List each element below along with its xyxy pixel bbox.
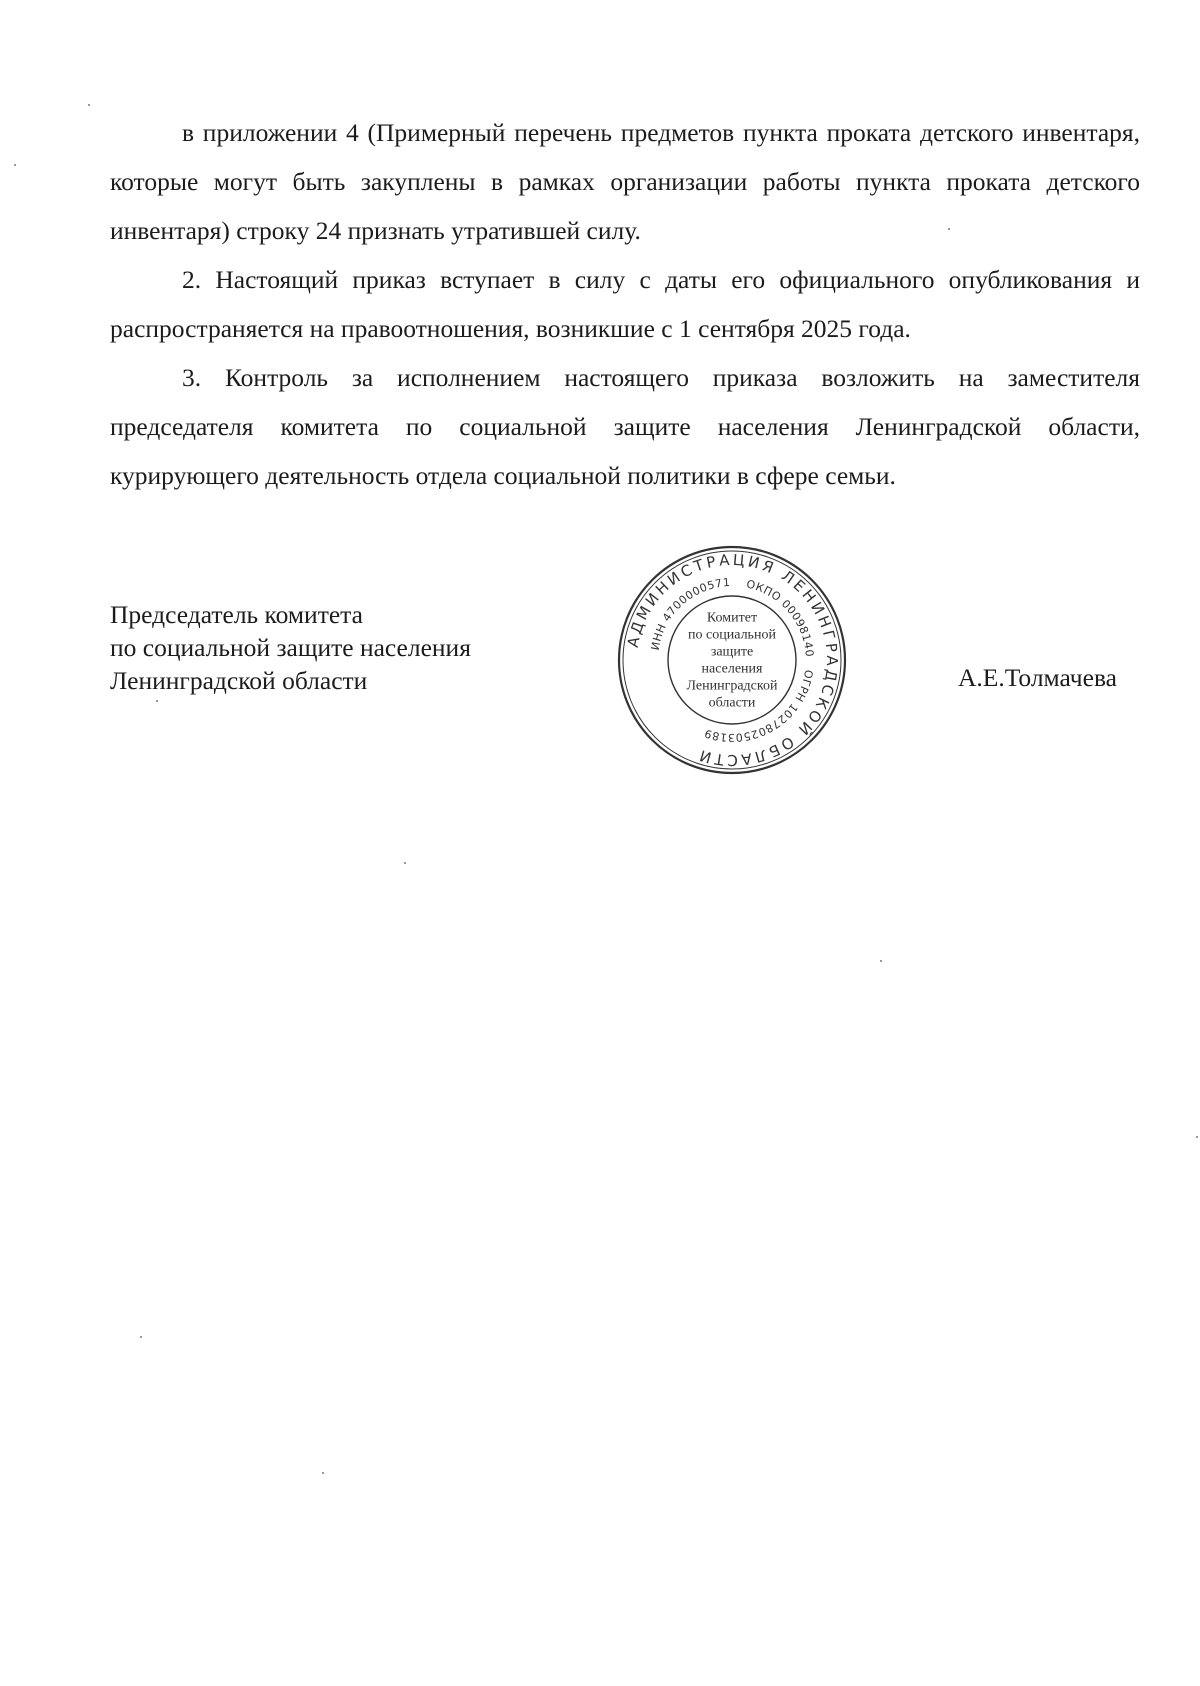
svg-text:по социальной: по социальной [688,627,776,643]
svg-text:защите: защите [710,644,754,660]
scan-speck [322,1472,324,1474]
scan-speck [156,700,158,702]
signatory-position-line: по социальной защите населения [110,633,471,662]
svg-text:ИНН 4700000571: ИНН 4700000571 [648,575,731,652]
svg-text:населения: населения [701,661,763,677]
paragraph-control: 3. Контроль за исполнением настоящего приказа возложить на заместителя председателя комитета по социальной защите населения Ленинградской области, курирующего деятельность отдела социальной политики в сфере семьи. [110,363,1140,490]
scan-speck [880,960,882,962]
svg-text:Ленинградской: Ленинградской [686,678,778,694]
svg-text:Комитет: Комитет [706,610,758,626]
signatory-position [110,598,471,697]
official-seal-graphic [614,542,850,778]
signatory-position-line: Ленинградской области [110,666,368,695]
paragraph-effective-date: 2. Настоящий приказ вступает в силу с даты его официального опубликования и распространяется на правоотношения, возникшие с 1 сентября 2025 года. [110,265,1140,343]
scan-speck [948,228,950,230]
svg-text:ОКПО 00098140: ОКПО 00098140 [745,577,817,658]
scan-speck [1196,1136,1198,1138]
body-text [110,108,1140,500]
scan-speck [404,862,406,864]
scan-speck [140,1336,142,1338]
svg-text:ОГРН 1027802503189: ОГРН 1027802503189 [702,668,816,745]
svg-text:области: области [708,695,756,711]
svg-text:АДМИНИСТРАЦИЯ ЛЕНИНГРАДСКОЙ ОБ: АДМИНИСТРАЦИЯ ЛЕНИНГРАДСКОЙ ОБЛАСТИ [623,550,842,770]
signatory-name: А.Е.Толмачева [958,663,1117,692]
signatory-position-line: Председатель комитета [110,600,363,629]
paragraph-appendix-4: в приложении 4 (Примерный перечень предметов пункта проката детского инвентаря, которые могут быть закуплены в рамках организации работы пункта проката детского инвентаря) строку 24 признать утратившей силу. [110,118,1140,245]
official-seal [614,542,850,778]
scan-speck [88,104,90,106]
scan-speck [14,164,16,166]
